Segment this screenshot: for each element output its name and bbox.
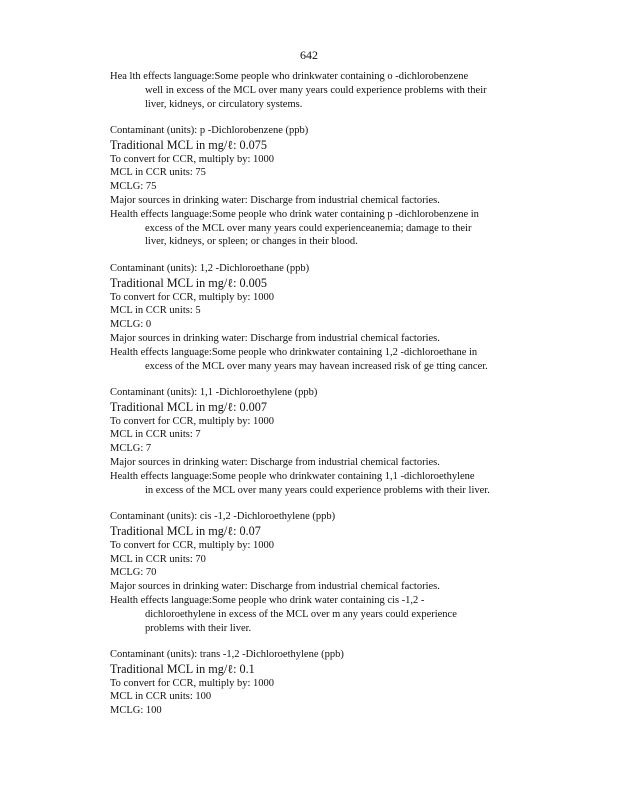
contaminant-heading: Contaminant (units): cis -1,2 -Dichloroethylene (ppb) [110,511,336,523]
health-effects-line: in excess of the MCL over many years could experience problems with their liver. [145,484,490,496]
health-effects-line: excess of the MCL over many years could experienceanemia; damage to their [145,222,472,234]
mcl-ccr-units: MCL in CCR units: 70 [110,553,206,565]
intro-health-block [110,70,550,111]
contaminant-heading: Contaminant (units): 1,2 -Dichloroethane (ppb) [110,263,310,275]
major-sources: Major sources in drinking water: Discharge from industrial chemical factories. [110,195,440,207]
contaminant-heading: Contaminant (units): 1,1 -Dichloroethylene (ppb) [110,387,318,399]
mcl-ccr-units: MCL in CCR units: 75 [110,167,206,179]
mcl-ccr-units: MCL in CCR units: 100 [110,691,212,703]
traditional-mcl: Traditional MCL in mg/ℓ: 0.005 [110,276,267,291]
mclg: MCLG: 70 [110,567,157,579]
mcl-ccr-units: MCL in CCR units: 5 [110,305,201,317]
mcl-ccr-units: MCL in CCR units: 7 [110,429,201,441]
major-sources: Major sources in drinking water: Discharge from industrial chemical factories. [110,581,440,593]
traditional-mcl: Traditional MCL in mg/ℓ: 0.007 [110,400,267,415]
page-number: 642 [300,48,318,62]
health-effects-line: liver, kidneys, or spleen; or changes in their blood. [145,236,358,248]
mclg: MCLG: 7 [110,443,152,455]
health-effects-line: Health effects language:Some people who drink water containing cis -1,2 - [110,594,425,606]
conversion-factor: To convert for CCR, multiply by: 1000 [110,677,275,689]
traditional-mcl: Traditional MCL in mg/ℓ: 0.075 [110,138,267,153]
health-effects-line: dichloroethylene in excess of the MCL over m any years could experience [145,608,457,620]
contaminant-entry-1-2-dichloroethane [110,262,550,373]
conversion-factor: To convert for CCR, multiply by: 1000 [110,539,275,551]
contaminant-entry-cis-1-2-dichloroethylene [110,510,550,635]
health-effects-line: Health effects language:Some people who drink water containing p -dichlorobenzene in [110,208,479,220]
contaminant-entry-1-1-dichloroethylene [110,386,550,497]
conversion-factor: To convert for CCR, multiply by: 1000 [110,291,275,303]
traditional-mcl: Traditional MCL in mg/ℓ: 0.07 [110,524,261,539]
mclg: MCLG: 75 [110,181,157,193]
traditional-mcl: Traditional MCL in mg/ℓ: 0.1 [110,662,255,677]
health-effects-line: well in excess of the MCL over many years could experience problems with their [145,84,487,96]
conversion-factor: To convert for CCR, multiply by: 1000 [110,153,275,165]
health-effects-line: Health effects language:Some people who drinkwater containing 1,2 -dichloroethane in [110,346,478,358]
contaminant-entry-trans-1-2-dichloroethylene [110,648,550,718]
health-effects-line: Hea lth effects language:Some people who drinkwater containing o -dichlorobenzene [110,71,469,82]
document-body [110,70,550,731]
major-sources: Major sources in drinking water: Discharge from industrial chemical factories. [110,332,440,344]
health-effects-line: Health effects language:Some people who drinkwater containing 1,1 -dichloroethylene [110,470,475,482]
health-effects-line: excess of the MCL over many years may havean increased risk of ge tting cancer. [145,360,488,372]
contaminant-heading: Contaminant (units): trans -1,2 -Dichloroethylene (ppb) [110,649,344,661]
health-effects-line: liver, kidneys, or circulatory systems. [145,98,303,110]
mclg: MCLG: 0 [110,319,152,331]
health-effects-line: problems with their liver. [145,622,252,634]
contaminant-entry-p-dichlorobenzene [110,124,550,249]
conversion-factor: To convert for CCR, multiply by: 1000 [110,415,275,427]
contaminant-heading: Contaminant (units): p -Dichlorobenzene (ppb) [110,125,309,137]
mclg: MCLG: 100 [110,705,162,717]
major-sources: Major sources in drinking water: Discharge from industrial chemical factories. [110,457,440,469]
